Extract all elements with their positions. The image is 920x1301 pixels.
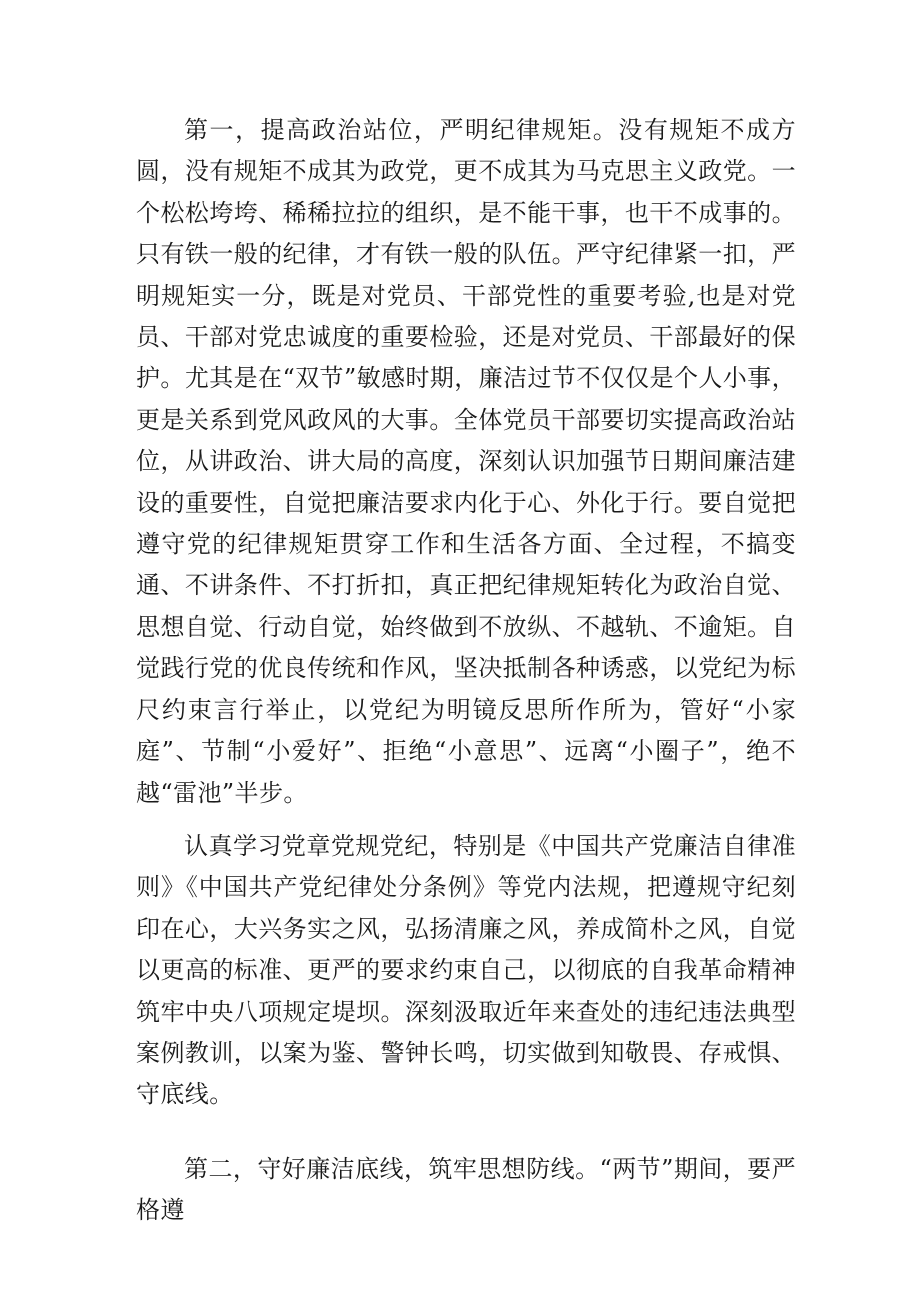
paragraph-3: 第二，守好廉洁底线，筑牢思想防线。“两节”期间，要严格遵 [136, 1155, 796, 1225]
paragraph-1: 第一，提高政治站位，严明纪律规矩。没有规矩不成方圆，没有规矩不成其为政党，更不成其为马克思主义政党。一个松松垮垮、稀稀拉拉的组织，是不能干事，也干不成事的。只有铁一般的纪律，才有铁一般的队伍。严守纪律紧一扣，严明规矩实一分，既是对党员、干部党性的重要考验,也是对党员、干部对党忠诚度的重要检验，还是对党员、干部最好的保护。尤其是在“双节”敏感时期，廉洁过节不仅仅是个人小事，更是关系到党风政风的大事。全体党员干部要切实提高政治站位，从讲政治、讲大局的高度，深刻认识加强节日期间廉洁建设的重要性，自觉把廉洁要求内化于心、外化于行。要自觉把遵守党的纪律规矩贯穿工作和生活各方面、全过程，不搞变通、不讲条件、不打折扣，真正把纪律规矩转化为政治自觉、思想自觉、行动自觉，始终做到不放纵、不越轨、不逾矩。自觉践行党的优良传统和作风，坚决抵制各种诱惑，以党纪为标尺约束言行举止，以党纪为明镜反思所作所为，管好“小家庭”、节制“小爱好”、拒绝“小意思”、远离“小圈子”，绝不越“雷池”半步。 [136, 116, 796, 807]
paragraph-2: 认真学习党章党规党纪，特别是《中国共产党廉洁自律准则》《中国共产党纪律处分条例》等党内法规，把遵规守纪刻印在心，大兴务实之风，弘扬清廉之风，养成简朴之风，自觉以更高的标准、更严的要求约束自己，以彻底的自我革命精神筑牢中央八项规定堤坝。深刻汲取近年来查处的违纪违法典型案例教训，以案为鉴、警钟长鸣，切实做到知敬畏、存戒惧、守底线。 [136, 832, 796, 1109]
